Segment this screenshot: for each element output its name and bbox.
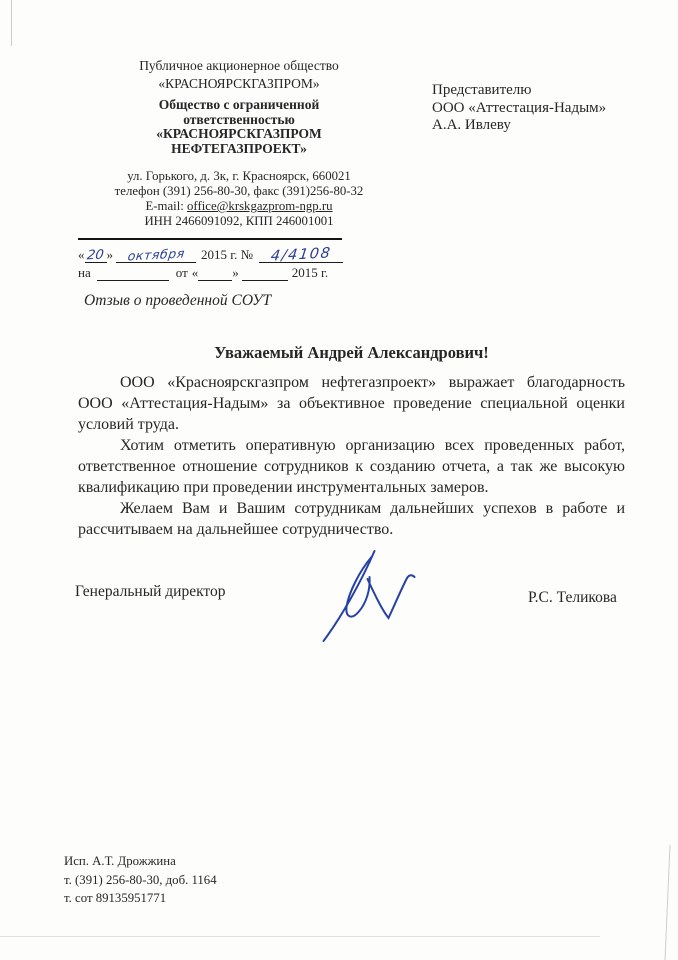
scan-artifact-left-line (11, 0, 12, 46)
paragraph-wishes: Желаем Вам и Вашим сотрудникам дальнейших успехов в работе и рассчитываем на дальнейшее сотрудничество. (78, 500, 625, 538)
handwritten-signature (315, 547, 440, 647)
letterhead (78, 57, 400, 229)
inn-kpp: ИНН 2466091092, КПП 246001001 (144, 214, 334, 228)
parent-org-line1: Публичное акционерное общество (139, 58, 339, 73)
org-name-line1: Общество с ограниченной (158, 97, 320, 112)
addressee-block (432, 82, 606, 135)
letterhead-divider-rule (78, 238, 342, 240)
reference-row-reply (78, 263, 346, 281)
parent-org-line2: «КРАСНОЯРСКГАЗПРОМ» (158, 76, 320, 91)
addressee-role: Представителю (432, 82, 532, 98)
org-name-line4: НЕФТЕГАЗПРОЕКТ» (171, 140, 307, 156)
na-label: на (78, 265, 91, 280)
handwritten-month: октября (126, 245, 186, 264)
signer-title: Генеральный директор (75, 583, 226, 600)
executor-name: Исп. А.Т. Дрожжина (64, 854, 176, 868)
handwritten-number: 4/4108 (269, 245, 333, 265)
street-address: ул. Горького, д. 3к, г. Красноярск, 660021 (127, 169, 351, 183)
executor-mobile: т. сот 89135951771 (64, 891, 167, 905)
quote-open-2: « (191, 265, 199, 280)
subject-line: Отзыв о проведенной СОУТ (84, 292, 272, 309)
paragraph-gratitude: ООО «Красноярскгазпром нефтегазпроект» выражает благодарность ООО «Аттестация-Надым» за объективное проведение специальной оценки условий труда. (78, 374, 625, 433)
reference-row-date (78, 245, 346, 263)
reply-number-blank (97, 265, 169, 281)
email-address: office@krskgazprom-ngp.ru (187, 199, 333, 213)
addressee-company: ООО «Аттестация-Надым» (432, 99, 607, 116)
handwritten-day: 20 (86, 247, 105, 264)
reference-block (78, 245, 346, 281)
year-and-number-sign: 2015 г. № (201, 247, 254, 262)
quote-close: » (106, 247, 113, 262)
number-blank (259, 247, 343, 263)
org-name-line3: «КРАСНОЯРСКГАЗПРОМ (156, 126, 322, 141)
scan-artifact-right-line (664, 845, 670, 960)
ot-label: от (175, 265, 188, 280)
scan-artifact-bottom-edge (0, 936, 600, 937)
quote-open: « (78, 247, 85, 262)
month-blank (116, 247, 196, 263)
paragraph-quality: Хотим отметить оперативную организацию всех проведенных работ, ответственное отношение сотрудников к созданию отчета, а так же высокую квалификацию при проведении инструментальных замеров. (78, 437, 625, 496)
executor-phone: т. (391) 256-80-30, доб. 1164 (64, 872, 217, 887)
salutation: Уважаемый Андрей Александрович! (214, 343, 489, 362)
letter-body (78, 372, 625, 540)
executor-block (64, 852, 217, 908)
signer-name: Р.С. Теликова (528, 589, 617, 606)
reply-day-blank (198, 265, 232, 281)
org-name-line2: ответственностью (183, 111, 295, 127)
email-line (78, 199, 400, 214)
day-blank (85, 247, 107, 263)
reply-year-label: 2015 г. (291, 265, 329, 280)
quote-close-2: » (232, 265, 239, 280)
email-label: E-mail: (145, 199, 188, 213)
phone-fax: телефон (391) 256-80-30, факс (391)256-80-32 (114, 184, 364, 198)
reply-month-blank (242, 265, 288, 281)
addressee-person: А.А. Ивлеву (432, 117, 511, 133)
